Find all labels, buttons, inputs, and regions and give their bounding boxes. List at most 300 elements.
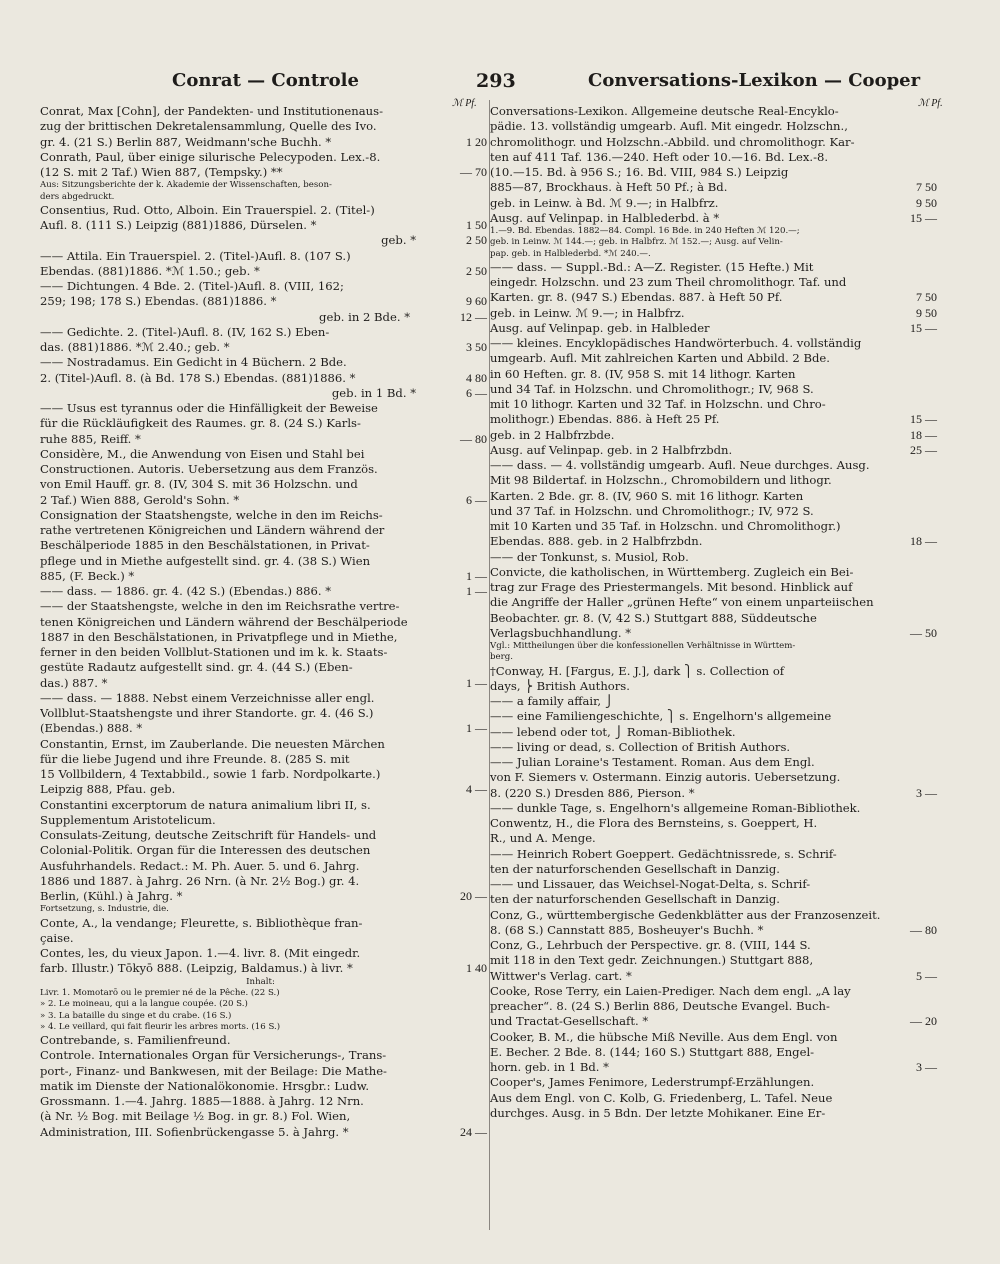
entry-text: Beschälperiode 1885 in den Beschälstationen, in Privat- xyxy=(40,538,370,553)
entry-text: Supplementum Aristotelicum. xyxy=(40,812,216,827)
entry-line xyxy=(490,473,937,488)
entry-line xyxy=(490,306,937,321)
entry-line xyxy=(490,150,937,165)
entry-price: 1 — xyxy=(466,584,487,599)
entry-text: geb. * xyxy=(381,233,416,248)
entry-text: —— dass. — 1886. gr. 4. (42 S.) (Ebendas.) 886. * xyxy=(40,584,332,599)
entry-price: 15 — xyxy=(910,320,937,335)
entry-text: 1.—9. Bd. Ebendas. 1882—84. Compl. 16 Bde. in 240 Heften ℳ 120.—; xyxy=(490,226,800,236)
entry-text: Conwentz, H., die Flora des Bernsteins, s. Goeppert, H. xyxy=(490,816,818,831)
entry-text: ten der naturforschenden Gesellschaft in Danzig. xyxy=(490,861,780,876)
entry-text: Conversations-Lexikon. Allgemeine deutsche Real-Encyklo- xyxy=(490,104,839,118)
entry-line xyxy=(490,694,937,709)
entry-line xyxy=(490,595,937,610)
entry-line xyxy=(40,1011,487,1022)
entry-line xyxy=(490,664,937,679)
entry-text: Colonial-Politik. Organ für die Interessen des deutschen xyxy=(40,843,371,858)
entry-text: gr. 4. (21 S.) Berlin 887, Weidmann'sche Buchh. * xyxy=(40,134,332,149)
entry-line xyxy=(40,279,487,294)
entry-text: für die Rückläufigkeit des Raumes. gr. 8. (24 S.) Karls- xyxy=(40,416,361,431)
entry-line xyxy=(490,367,937,382)
entry-text: (Ebendas.) 888. * xyxy=(40,721,143,736)
entry-line xyxy=(490,336,937,351)
entry-text: Consignation der Staatshengste, welche in den im Reichs- xyxy=(40,507,383,522)
entry-text: Karten. 2 Bde. gr. 8. (IV, 960 S. mit 16 lithogr. Karten xyxy=(490,488,804,503)
entry-line xyxy=(40,340,487,355)
entry-line xyxy=(40,180,487,191)
entry-text: eingedr. Holzschn. und 23 zum Theil chromolithogr. Taf. und xyxy=(490,275,847,290)
entry-line xyxy=(40,676,487,691)
entry-text: 8. (68 S.) Cannstatt 885, Bosheuyer's Buchh. * xyxy=(490,922,764,937)
left-column xyxy=(40,104,487,1140)
entry-text: Conte, A., la vendange; Fleurette, s. Bibliothèque fran- xyxy=(40,915,363,930)
entry-text: durchges. Ausg. in 5 Bdn. Der letzte Mohikaner. Eine Er- xyxy=(490,1105,826,1120)
entry-text: port-, Finanz- und Bankwesen, mit der Beilage: Die Mathe- xyxy=(40,1063,387,1078)
entry-line xyxy=(490,196,937,211)
entry-line xyxy=(40,737,487,752)
entry-price: 2 50 xyxy=(466,263,487,278)
entry-line xyxy=(40,554,487,569)
entry-line xyxy=(490,892,937,907)
entry-line xyxy=(490,428,937,443)
entry-text: pflege und in Miethe aufgestellt sind. gr. 4. (38 S.) Wien xyxy=(40,553,371,568)
entry-line xyxy=(490,652,937,663)
price-column-heading-left: ℳ Pf. xyxy=(452,98,477,109)
entry-line xyxy=(40,310,487,325)
entry-price: 12 — xyxy=(460,309,487,324)
entry-text: ten der naturforschenden Gesellschaft in Danzig. xyxy=(490,892,780,907)
entry-text: Ausg. auf Velinpap. geb. in Halbleder xyxy=(490,320,710,335)
entry-text: » 4. Le veillard, qui fait fleurir les arbres morts. (16 S.) xyxy=(40,1021,281,1032)
entry-line xyxy=(40,798,487,813)
entry-line xyxy=(490,999,937,1014)
entry-text: Cooker, B. M., die hübsche Miß Neville. Aus dem Engl. von xyxy=(490,1029,838,1044)
entry-text: Fortsetzung, s. Industrie, die. xyxy=(40,904,169,915)
entry-line xyxy=(490,923,937,938)
entry-text: preacher“. 8. (24 S.) Berlin 886, Deutsche Evangel. Buch- xyxy=(490,999,830,1014)
entry-text: rathe vertretenen Königreichen und Ländern während der xyxy=(40,523,385,538)
entry-price: 9 50 xyxy=(916,305,937,320)
entry-text: Ausg. auf Velinpap. in Halblederbd. à * xyxy=(490,210,720,225)
entry-line xyxy=(40,150,487,165)
entry-text: geb. in Leinw. à Bd. ℳ 9.—; in Halbfrz. xyxy=(490,195,719,210)
entry-line xyxy=(40,584,487,599)
entry-text: trag zur Frage des Priestermangels. Mit besond. Hinblick auf xyxy=(490,580,853,595)
entry-line xyxy=(40,416,487,431)
entry-text: mit 118 in den Text gedr. Zeichnungen.) Stuttgart 888, xyxy=(490,953,814,968)
entry-text: molithogr.) Ebendas. 886. à Heft 25 Pf. xyxy=(490,412,720,427)
entry-text: matik im Dienste der Nationalökonomie. Hrsgbr.: Ludw. xyxy=(40,1078,370,1093)
entry-text: Constructionen. Autoris. Uebersetzung aus dem Französ. xyxy=(40,462,378,477)
entry-text: 885—87, Brockhaus. à Heft 50 Pf.; à Bd. xyxy=(490,180,728,195)
entry-text: Livr. 1. Momotarō ou le premier né de la Pêche. (22 S.) xyxy=(40,987,280,998)
entry-text: Grossmann. 1.—4. Jahrg. 1885—1888. à Jahrg. 12 Nrn. xyxy=(40,1094,364,1109)
entry-text: —— living or dead, s. Collection of British Authors. xyxy=(490,739,791,754)
entry-price: 2 50 xyxy=(466,233,487,248)
entry-text: Consulats-Zeitung, deutsche Zeitschrift für Handels- und xyxy=(40,828,377,843)
entry-text: —— dass. — Suppl.-Bd.: A—Z. Register. (15 Hefte.) Mit xyxy=(490,259,814,274)
entry-line xyxy=(490,580,937,595)
entry-text: Conz, G., württembergische Gedenkblätter aus der Franzosenzeit. xyxy=(490,907,881,922)
entry-text: R., und A. Menge. xyxy=(490,831,596,846)
entry-text: Beobachter. gr. 8. (V, 42 S.) Stuttgart 888, Süddeutsche xyxy=(490,610,817,625)
entry-line xyxy=(490,862,937,877)
entry-line xyxy=(490,260,937,275)
entry-line xyxy=(490,534,937,549)
entry-price: 25 — xyxy=(910,442,937,457)
entry-text: 15 Vollbildern, 4 Textabbild., sowie 1 farb. Nordpolkarte.) xyxy=(40,767,381,782)
entry-price: 1 — xyxy=(466,568,487,583)
entry-text: geb. in Leinw. ℳ 9.—; in Halbfrz. xyxy=(490,305,685,320)
entry-text: 1887 in den Beschälstationen, in Privatpflege und in Miethe, xyxy=(40,629,398,644)
entry-text: (10.—15. Bd. à 956 S.; 16. Bd. VIII, 984 S.) Leipzig xyxy=(490,165,789,179)
entry-line xyxy=(490,938,937,953)
entry-text: » 3. La bataille du singe et du crabe. (16 S.) xyxy=(40,1010,232,1021)
entry-line xyxy=(490,801,937,816)
entry-text: geb. in 1 Bd. * xyxy=(331,385,416,400)
entry-text: çaise. xyxy=(40,930,74,945)
entry-line xyxy=(490,104,937,119)
entry-line xyxy=(490,641,937,652)
entry-text: Mit 98 Bildertaf. in Holzschn., Chromobildern und lithogr. xyxy=(490,473,832,488)
entry-price: 24 — xyxy=(460,1124,487,1139)
entry-price: 18 — xyxy=(910,427,937,442)
entry-line xyxy=(490,165,937,180)
entry-text: Leipzig 888, Pfau. geb. xyxy=(40,782,176,797)
entry-line xyxy=(490,180,937,195)
entry-text: von F. Siemers v. Ostermann. Einzig autoris. Uebersetzung. xyxy=(490,770,841,785)
entry-text: ruhe 885, Reiff. * xyxy=(40,431,141,446)
entry-text: gestüte Radautz aufgestellt sind. gr. 4. (44 S.) (Eben- xyxy=(40,660,353,675)
entry-text: —— Usus est tyrannus oder die Hinfälligkeit der Beweise xyxy=(40,401,378,416)
entry-line xyxy=(40,508,487,523)
entry-text: †Conway, H. [Fargus, E. J.], dark ⎫ s. Collection of xyxy=(490,663,785,678)
entry-price: 1 20 xyxy=(466,134,487,149)
entry-line xyxy=(40,828,487,843)
entry-text: geb. in 2 Bde. * xyxy=(319,309,410,324)
entry-text: Ebendas. 888. geb. in 2 Halbfrzbdn. xyxy=(490,534,703,549)
entry-text: 1886 und 1887. à Jahrg. 26 Nrn. (à Nr. 2½ Bog.) gr. 4. xyxy=(40,873,360,888)
entry-text: Verlagsbuchhandlung. * xyxy=(490,625,632,640)
entry-line xyxy=(490,237,937,248)
entry-text: —— lebend oder tot, ⎭ Roman-Bibliothek. xyxy=(490,724,736,739)
entry-line xyxy=(40,843,487,858)
entry-text: umgearb. Aufl. Mit zahlreichen Karten und Abbild. 2 Bde. xyxy=(490,351,830,366)
entry-line xyxy=(40,135,487,150)
entry-text: —— Dichtungen. 4 Bde. 2. (Titel-)Aufl. 8. (VIII, 162; xyxy=(40,279,344,294)
entry-price: 6 — xyxy=(466,385,487,400)
entry-text: Ausfuhrhandels. Redact.: M. Ph. Auer. 5. und 6. Jahrg. xyxy=(40,858,360,873)
entry-line xyxy=(490,412,937,427)
entry-line xyxy=(40,630,487,645)
entry-text: Conrat, Max [Cohn], der Pandekten- und Institutionenaus- xyxy=(40,104,383,118)
entry-text: Convicte, die katholischen, in Württemberg. Zugleich ein Bei- xyxy=(490,564,854,579)
entry-text: ferner in den beiden Vollblut-Stationen und im k. k. Staats- xyxy=(40,645,388,660)
entry-line xyxy=(490,1045,937,1060)
entry-price: 1 — xyxy=(466,721,487,736)
entry-text: 259; 198; 178 S.) Ebendas. (881)1886. * xyxy=(40,294,277,309)
entry-price: 1 — xyxy=(466,675,487,690)
entry-line xyxy=(490,984,937,999)
entry-text: » 2. Le moineau, qui a la langue coupée. (20 S.) xyxy=(40,999,248,1010)
entry-text: Cooper's, James Fenimore, Lederstrumpf-Erzählungen. xyxy=(490,1075,815,1090)
entry-line xyxy=(40,599,487,614)
entry-line xyxy=(490,679,937,694)
entry-text: —— kleines. Encyklopädisches Handwörterbuch. 4. vollständig xyxy=(490,336,862,351)
price-column-heading-right: ℳ Pf. xyxy=(918,98,943,109)
entry-price: — 20 xyxy=(910,1014,937,1029)
entry-line xyxy=(40,988,487,999)
entry-text: —— eine Familiengeschichte, ⎫ s. Engelhorn's allgemeine xyxy=(490,709,832,724)
entry-text: —— Gedichte. 2. (Titel-)Aufl. 8. (IV, 162 S.) Eben- xyxy=(40,324,330,339)
entry-line xyxy=(40,916,487,931)
entry-line xyxy=(490,321,937,336)
entry-line xyxy=(490,382,937,397)
entry-line xyxy=(40,999,487,1010)
entry-text: die Angriffe der Haller „grünen Hefte“ von einem unparteiischen xyxy=(490,595,874,610)
entry-line xyxy=(490,489,937,504)
entry-line xyxy=(40,477,487,492)
entry-line xyxy=(490,831,937,846)
entry-text: und Tractat-Gesellschaft. * xyxy=(490,1014,649,1029)
entry-line xyxy=(490,397,937,412)
entry-line xyxy=(40,931,487,946)
entry-text: days, ⎬ British Authors. xyxy=(490,678,630,693)
entry-line xyxy=(40,977,487,988)
entry-price: 4 — xyxy=(466,782,487,797)
entry-text: 885, (F. Beck.) * xyxy=(40,568,135,583)
entry-text: Berlin, (Kühl.) à Jahrg. * xyxy=(40,889,183,904)
entry-line xyxy=(40,691,487,706)
entry-price: 3 50 xyxy=(466,340,487,355)
entry-text: ten auf 411 Taf. 136.—240. Heft oder 10.—16. Bd. Lex.-8. xyxy=(490,149,829,164)
entry-text: (12 S. mit 2 Taf.) Wien 887, (Tempsky.) ** xyxy=(40,165,283,179)
entry-text: das.) 887. * xyxy=(40,675,108,690)
entry-price: 1 50 xyxy=(466,218,487,233)
entry-line xyxy=(490,1014,937,1029)
entry-price: 20 — xyxy=(460,889,487,904)
entry-text: Aus dem Engl. von C. Kolb, G. Friedenberg, L. Tafel. Neue xyxy=(490,1090,833,1105)
entry-text: Administration, III. Sofienbrückengasse 5. à Jahrg. * xyxy=(40,1124,349,1139)
entry-line xyxy=(40,721,487,736)
entry-text: zug der brittischen Dekretalensammlung, Quelle des Ivo. xyxy=(40,119,377,134)
entry-price: 6 — xyxy=(466,492,487,507)
entry-line xyxy=(490,969,937,984)
entry-line xyxy=(40,1125,487,1140)
entry-text: Considère, M., die Anwendung von Eisen und Stahl bei xyxy=(40,446,365,461)
entry-line xyxy=(40,233,487,248)
entry-line xyxy=(40,615,487,630)
entry-line xyxy=(490,786,937,801)
entry-text: Ebendas. (881)1886. *ℳ 1.50.; geb. * xyxy=(40,263,260,278)
entry-text: Karten. gr. 8. (947 S.) Ebendas. 887. à Heft 50 Pf. xyxy=(490,290,783,305)
entry-line xyxy=(40,961,487,976)
entry-price: 18 — xyxy=(910,534,937,549)
entry-line xyxy=(40,165,487,180)
entry-text: Aufl. 8. (111 S.) Leipzig (881)1886, Dürselen. * xyxy=(40,218,317,233)
entry-text: Contes, les, du vieux Japon. 1.—4. livr. 8. (Mit eingedr. xyxy=(40,946,361,961)
entry-line xyxy=(40,889,487,904)
entry-text: Contrebande, s. Familienfreund. xyxy=(40,1033,231,1048)
entry-line xyxy=(40,946,487,961)
entry-text: in 60 Heften. gr. 8. (IV, 958 S. mit 14 lithogr. Karten xyxy=(490,366,796,381)
entry-line xyxy=(40,447,487,462)
entry-line xyxy=(490,1060,937,1075)
entry-text: das. (881)1886. *ℳ 2.40.; geb. * xyxy=(40,340,230,355)
entry-price: — 80 xyxy=(460,431,487,446)
entry-text: Cooke, Rose Terry, ein Laien-Prediger. Nach dem engl. „A lay xyxy=(490,983,851,998)
entry-text: Ausg. auf Velinpap. geb. in 2 Halbfrzbdn. xyxy=(490,442,733,457)
entry-line xyxy=(40,569,487,584)
entry-line xyxy=(490,351,937,366)
entry-price: 15 — xyxy=(910,210,937,225)
entry-line xyxy=(40,645,487,660)
entry-price: — 50 xyxy=(910,625,937,640)
entry-text: mit 10 Karten und 35 Taf. in Holzschn. und Chromolithogr.) xyxy=(490,519,841,534)
entry-text: und 37 Taf. in Holzschn. und Chromolithogr.; IV, 972 S. xyxy=(490,503,814,518)
entry-line xyxy=(40,660,487,675)
entry-line xyxy=(40,493,487,508)
entry-line xyxy=(490,953,937,968)
entry-line xyxy=(490,1091,937,1106)
entry-line xyxy=(40,104,487,119)
entry-line xyxy=(490,565,937,580)
entry-line xyxy=(40,1064,487,1079)
entry-text: (à Nr. ½ Bog. mit Beilage ½ Bog. in gr. 8.) Fol. Wien, xyxy=(40,1109,351,1124)
entry-line xyxy=(490,211,937,226)
entry-line xyxy=(40,813,487,828)
entry-line xyxy=(490,1106,937,1121)
entry-text: von Emil Hauff. gr. 8. (IV, 304 S. mit 36 Holzschn. und xyxy=(40,477,358,492)
entry-text: —— a family affair, ⎭ xyxy=(490,694,614,709)
entry-text: —— Nostradamus. Ein Gedicht in 4 Büchern. 2 Bde. xyxy=(40,355,347,370)
entry-text: Conrath, Paul, über einige silurische Pelecypoden. Lex.-8. xyxy=(40,149,381,164)
entry-text: Conz, G., Lehrbuch der Perspective. gr. 8. (VIII, 144 S. xyxy=(490,938,811,953)
entry-line xyxy=(40,904,487,915)
entry-line xyxy=(490,226,937,237)
entry-price: 9 60 xyxy=(466,294,487,309)
entry-text: —— dass. — 4. vollständig umgearb. Aufl. Neue durchges. Ausg. xyxy=(490,458,870,473)
entry-line xyxy=(490,519,937,534)
entry-text: —— dunkle Tage, s. Engelhorn's allgemeine Roman-Bibliothek. xyxy=(490,800,861,815)
entry-line xyxy=(40,1094,487,1109)
entry-text: Vollblut-Staatshengste und ihrer Standorte. gr. 4. (46 S.) xyxy=(40,706,374,721)
entry-price: — 80 xyxy=(910,922,937,937)
entry-price: 1 40 xyxy=(466,961,487,976)
entry-price: 7 50 xyxy=(916,290,937,305)
entry-line xyxy=(40,325,487,340)
entry-text: —— der Tonkunst, s. Musiol, Rob. xyxy=(490,549,689,564)
entry-line xyxy=(40,782,487,797)
entry-line xyxy=(40,1033,487,1048)
entry-line xyxy=(40,874,487,889)
entry-line xyxy=(40,1109,487,1124)
entry-line xyxy=(490,816,937,831)
entry-price: 7 50 xyxy=(916,180,937,195)
entry-price: 3 — xyxy=(916,785,937,800)
entry-line xyxy=(490,709,937,724)
entry-text: E. Becher. 2 Bde. 8. (144; 160 S.) Stuttgart 888, Engel- xyxy=(490,1044,815,1059)
entry-text: horn. geb. in 1 Bd. * xyxy=(490,1060,609,1075)
entry-text: Vgl.: Mittheilungen über die konfessionellen Verhältnisse in Württem- xyxy=(490,641,796,652)
entry-text: —— Attila. Ein Trauerspiel. 2. (Titel-)Aufl. 8. (107 S.) xyxy=(40,248,351,263)
entry-line xyxy=(40,264,487,279)
entry-line xyxy=(490,611,937,626)
entry-line xyxy=(490,119,937,134)
entry-text: Constantini excerptorum de natura animalium libri II, s. xyxy=(40,797,371,812)
entry-line xyxy=(40,249,487,264)
entry-line xyxy=(40,119,487,134)
entry-line xyxy=(490,847,937,862)
entry-line xyxy=(490,908,937,923)
entry-line xyxy=(40,203,487,218)
entry-text: für die liebe Jugend und ihre Freunde. 8. (285 S. mit xyxy=(40,751,350,766)
entry-line xyxy=(40,752,487,767)
entry-text: ders abgedruckt. xyxy=(40,191,115,202)
entry-text: Controle. Internationales Organ für Versicherungs-, Trans- xyxy=(40,1048,387,1063)
entry-text: geb. in 2 Halbfrzbde. xyxy=(490,427,615,442)
entry-price: 3 — xyxy=(916,1060,937,1075)
entry-text: —— Heinrich Robert Goeppert. Gedächtnissrede, s. Schrif- xyxy=(490,846,837,861)
entry-text: Inhalt: xyxy=(246,976,275,987)
entry-text: berg. xyxy=(490,652,513,663)
entry-line xyxy=(40,1048,487,1063)
entry-line xyxy=(40,371,487,386)
entry-text: Wittwer's Verlag. cart. * xyxy=(490,968,632,983)
entry-line xyxy=(40,462,487,477)
entry-line xyxy=(490,770,937,785)
entry-text: 8. (220 S.) Dresden 886, Pierson. * xyxy=(490,785,695,800)
entry-text: pädie. 13. vollständig umgearb. Aufl. Mit eingedr. Holzschn., xyxy=(490,119,848,134)
entry-text: farb. Illustr.) Tōkyō 888. (Leipzig, Baldamus.) à livr. * xyxy=(40,961,353,976)
entry-line xyxy=(40,767,487,782)
entry-line xyxy=(490,1075,937,1090)
entry-text: 2. (Titel-)Aufl. 8. (à Bd. 178 S.) Ebendas. (881)1886. * xyxy=(40,370,356,385)
entry-text: Aus: Sitzungsberichte der k. Akademie der Wissenschaften, beson- xyxy=(40,180,332,191)
entry-text: —— der Staatshengste, welche in den im Reichsrathe vertre- xyxy=(40,599,400,614)
entry-line xyxy=(490,755,937,770)
entry-line xyxy=(490,275,937,290)
entry-text: geb. in Leinw. ℳ 144.—; geb. in Halbfrz. ℳ 152.—; Ausg. auf Velin- xyxy=(490,237,783,248)
entry-line xyxy=(40,523,487,538)
entry-text: —— und Lissauer, das Weichsel-Nogat-Delta, s. Schrif- xyxy=(490,877,811,892)
entry-price: 15 — xyxy=(910,412,937,427)
entry-line xyxy=(40,192,487,203)
entry-text: —— dass. — 1888. Nebst einem Verzeichnisse aller engl. xyxy=(40,690,375,705)
entry-line xyxy=(40,1079,487,1094)
entry-price: 9 50 xyxy=(916,195,937,210)
entry-text: tenen Königreichen und Ländern während der Beschälperiode xyxy=(40,614,408,629)
entry-line xyxy=(490,504,937,519)
entry-line xyxy=(490,135,937,150)
entry-line xyxy=(490,740,937,755)
running-head-right: Conversations-Lexikon — Cooper xyxy=(588,70,921,91)
page-number: 293 xyxy=(476,70,516,92)
right-column xyxy=(490,104,937,1121)
entry-text: Constantin, Ernst, im Zauberlande. Die neuesten Märchen xyxy=(40,736,385,751)
entry-line xyxy=(40,386,487,401)
entry-line xyxy=(40,859,487,874)
entry-line xyxy=(40,706,487,721)
entry-text: Consentius, Rud. Otto, Alboin. Ein Trauerspiel. 2. (Titel-) xyxy=(40,202,375,217)
entry-line xyxy=(490,1030,937,1045)
entry-text: —— Julian Loraine's Testament. Roman. Aus dem Engl. xyxy=(490,755,815,770)
entry-text: chromolithogr. und Holzschn.-Abbild. und chromolithogr. Kar- xyxy=(490,134,855,149)
entry-line xyxy=(490,290,937,305)
entry-text: mit 10 lithogr. Karten und 32 Taf. in Holzschn. und Chro- xyxy=(490,397,826,412)
entry-line xyxy=(40,218,487,233)
entry-price: — 70 xyxy=(460,165,487,179)
